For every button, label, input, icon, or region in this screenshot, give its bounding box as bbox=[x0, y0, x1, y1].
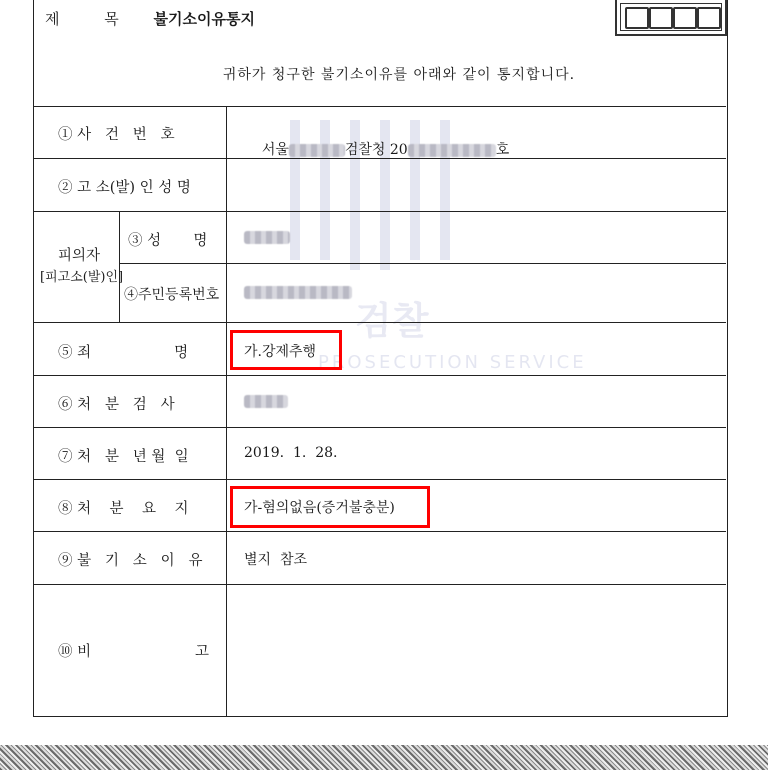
rrn-value-redacted bbox=[244, 284, 352, 300]
name-label: ③ 성 명 bbox=[128, 233, 208, 249]
suspect-group-sublabel: [피고소(발)인] bbox=[40, 270, 124, 285]
column-divider bbox=[226, 106, 227, 716]
title-label: 제 목 bbox=[45, 10, 139, 28]
prosecutor-label: ⑥ 처 분 검 사 bbox=[58, 397, 175, 413]
disposition-summary-label: ⑧ 처 분 요 지 bbox=[58, 501, 189, 517]
intro-text: 귀하가 청구한 불기소이유를 아래와 같이 통지합니다. bbox=[222, 67, 576, 83]
row-divider bbox=[34, 106, 726, 107]
prosecutor-value-redacted bbox=[244, 393, 288, 409]
case-number-label: ① 사 건 번 호 bbox=[58, 127, 175, 143]
watermark-subtext: PROSECUTION SERVICE bbox=[318, 352, 587, 373]
disposition-date-value: 2019. 1. 28. bbox=[244, 445, 338, 461]
row-divider bbox=[34, 479, 726, 480]
non-prosecution-reason-value: 별지 참조 bbox=[244, 552, 307, 568]
row-divider bbox=[34, 427, 726, 428]
row-divider bbox=[34, 322, 726, 323]
remarks-label-end: 고 bbox=[195, 644, 210, 660]
scan-edge-noise bbox=[0, 745, 768, 770]
row-divider bbox=[34, 211, 726, 212]
watermark-text: 검찰 bbox=[355, 299, 429, 343]
highlight-box bbox=[230, 330, 342, 370]
remarks-label: ⑩ 비 bbox=[58, 644, 92, 660]
highlight-box bbox=[230, 486, 430, 528]
charge-label: ⑤ 죄 명 bbox=[58, 345, 189, 361]
disposition-date-label: ⑦ 처 분 년 월 일 bbox=[58, 449, 189, 465]
disposition-summary-value: 가-혐의없음(증거불충분) bbox=[244, 500, 395, 516]
complainant-label: ② 고 소(발) 인 성 명 bbox=[58, 180, 191, 196]
row-divider bbox=[34, 584, 726, 585]
case-number-value: 서울 검찰청 20 호 bbox=[261, 142, 510, 158]
row-divider bbox=[34, 531, 726, 532]
suspect-group-label: 피의자 bbox=[58, 248, 101, 264]
row-divider bbox=[119, 263, 726, 264]
row-divider bbox=[34, 375, 726, 376]
official-seal-icon bbox=[615, 0, 727, 36]
name-value-redacted bbox=[244, 229, 290, 245]
title-value: 불기소이유통지 bbox=[153, 10, 255, 28]
charge-value: 가.강제추행 bbox=[244, 344, 317, 360]
rrn-label: ④주민등록번호 bbox=[124, 287, 220, 303]
non-prosecution-reason-label: ⑨ 불 기 소 이 유 bbox=[58, 553, 203, 569]
title-row bbox=[45, 8, 255, 29]
